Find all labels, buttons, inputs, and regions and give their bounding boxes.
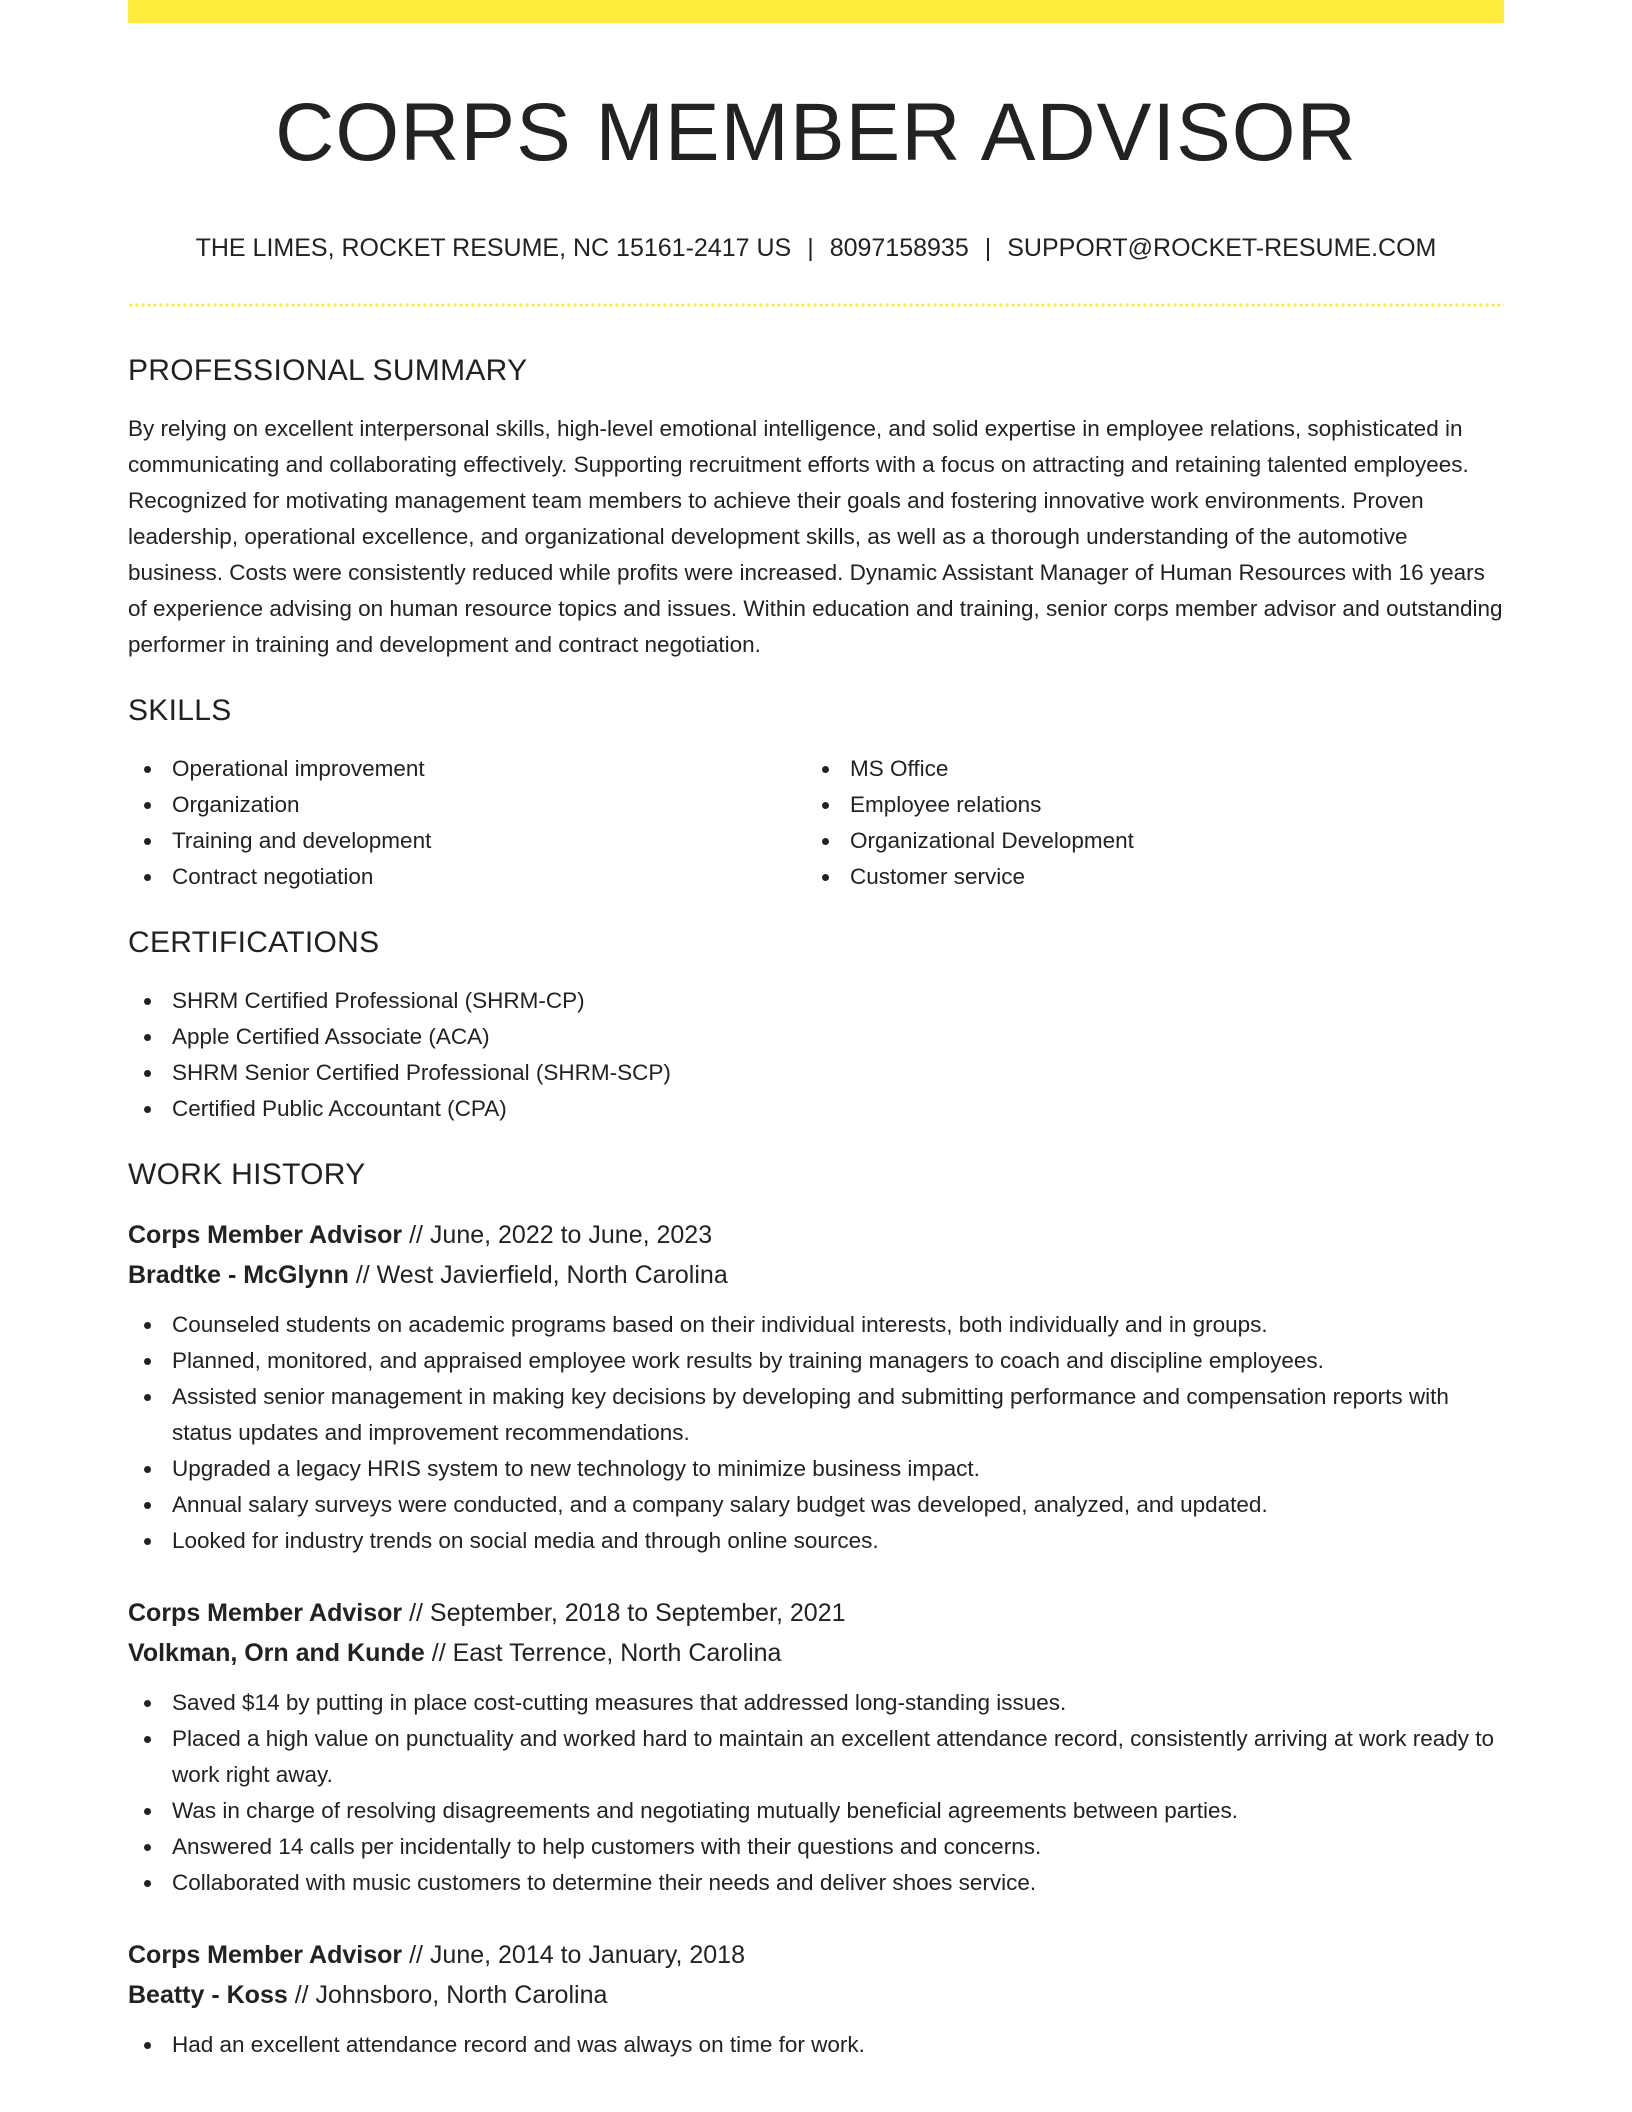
- summary-text: By relying on excellent interpersonal skills, high-level emotional intelligence, and solid expertise in employee relations, sophisticated in communicating and collaborating effectively. Supporting recruitment efforts with a focus on attracting and retaining talented employees. Recognized for motivating management team members to achieve their goals and fostering innovative work environments. Proven leadership, operational excellence, and organizational development skills, as well as a thorough understanding of the automotive business. Costs were consistently reduced while profits were increased. Dynamic Assistant Manager of Human Resources with 16 years of experience advising on human resource topics and issues. Within education and training, senior corps member advisor and outstanding performer in training and development and contract negotiation.: [128, 416, 1503, 657]
- dotted-divider: [128, 303, 1504, 307]
- job-role-line: [128, 1935, 1504, 1975]
- job-company: Beatty - Koss: [128, 1981, 288, 2009]
- job-bullet: Answered 14 calls per incidentally to help customers with their questions and concerns.: [128, 1829, 1504, 1865]
- job-entry: [128, 1215, 1504, 1559]
- certification-item: Certified Public Accountant (CPA): [128, 1091, 1504, 1127]
- job-bullet: Annual salary surveys were conducted, and a company salary budget was developed, analyzed, and updated.: [128, 1487, 1504, 1523]
- skill-item: Customer service: [806, 859, 1484, 895]
- skills-grid: [128, 751, 1504, 895]
- resume-page: [128, 0, 1504, 2063]
- skill-item: Training and development: [128, 823, 806, 859]
- job-role-line: [128, 1215, 1504, 1255]
- job-bullet: Had an excellent attendance record and was always on time for work.: [128, 2027, 1504, 2063]
- job-location: // East Terrence, North Carolina: [424, 1639, 782, 1667]
- job-dates: // June, 2022 to June, 2023: [402, 1221, 713, 1249]
- job-company-line: [128, 1975, 1504, 2015]
- job-location: // West Javierfield, North Carolina: [348, 1261, 728, 1289]
- job-entry: [128, 1935, 1504, 2063]
- job-role: Corps Member Advisor: [128, 1221, 403, 1249]
- certification-item: SHRM Senior Certified Professional (SHRM-SCP): [128, 1055, 1504, 1091]
- job-bullet: Placed a high value on punctuality and worked hard to maintain an excellent attendance record, consistently arriving at work ready to work right away.: [128, 1721, 1504, 1793]
- top-accent-bar: [128, 0, 1504, 23]
- certifications-list: [128, 983, 1504, 1127]
- job-bullet: Planned, monitored, and appraised employee work results by training managers to coach and discipline employees.: [128, 1343, 1504, 1379]
- job-bullet-list: [128, 2027, 1504, 2063]
- contact-line: [128, 233, 1504, 263]
- contact-separator: |: [984, 234, 992, 262]
- work-history-heading: WORK HISTORY: [128, 1158, 366, 1191]
- job-entry: [128, 1593, 1504, 1901]
- skill-item: MS Office: [806, 751, 1484, 787]
- job-bullet: Upgraded a legacy HRIS system to new technology to minimize business impact.: [128, 1451, 1504, 1487]
- contact-separator: |: [807, 234, 814, 262]
- job-dates: // June, 2014 to January, 2018: [402, 1941, 745, 1969]
- certifications-heading: CERTIFICATIONS: [128, 926, 380, 959]
- job-bullet-list: [128, 1307, 1504, 1559]
- skill-item: Contract negotiation: [128, 859, 806, 895]
- job-location: // Johnsboro, North Carolina: [287, 1981, 608, 2009]
- skills-heading: SKILLS: [128, 694, 232, 727]
- contact-address: THE LIMES, ROCKET RESUME, NC 15161-2417 US: [195, 234, 792, 262]
- job-role-line: [128, 1593, 1504, 1633]
- job-bullet: Looked for industry trends on social media and through online sources.: [128, 1523, 1504, 1559]
- job-bullet-list: [128, 1685, 1504, 1901]
- contact-email[interactable]: SUPPORT@ROCKET-RESUME.COM: [1007, 234, 1437, 262]
- skill-item: Employee relations: [806, 787, 1484, 823]
- skill-item: Organization: [128, 787, 806, 823]
- summary-heading: PROFESSIONAL SUMMARY: [128, 354, 528, 387]
- skills-right-list: [806, 751, 1484, 895]
- job-company-line: [128, 1255, 1504, 1295]
- job-bullet: Counseled students on academic programs based on their individual interests, both individually and in groups.: [128, 1307, 1504, 1343]
- job-bullet: Collaborated with music customers to determine their needs and deliver shoes service.: [128, 1865, 1504, 1901]
- job-bullet: Assisted senior management in making key decisions by developing and submitting performance and compensation reports with status updates and improvement recommendations.: [128, 1379, 1504, 1451]
- job-role: Corps Member Advisor: [128, 1941, 403, 1969]
- job-bullet: Saved $14 by putting in place cost-cutting measures that addressed long-standing issues.: [128, 1685, 1504, 1721]
- contact-phone[interactable]: 8097158935: [829, 234, 969, 262]
- skills-left-list: [128, 751, 806, 895]
- resume-name: CORPS MEMBER ADVISOR: [275, 87, 1357, 178]
- job-dates: // September, 2018 to September, 2021: [402, 1599, 846, 1627]
- job-company: Bradtke - McGlynn: [128, 1261, 349, 1289]
- skill-item: Operational improvement: [128, 751, 806, 787]
- job-bullet: Was in charge of resolving disagreements and negotiating mutually beneficial agreements between parties.: [128, 1793, 1504, 1829]
- skill-item: Organizational Development: [806, 823, 1484, 859]
- job-role: Corps Member Advisor: [128, 1599, 403, 1627]
- certification-item: Apple Certified Associate (ACA): [128, 1019, 1504, 1055]
- job-company: Volkman, Orn and Kunde: [128, 1639, 425, 1667]
- job-company-line: [128, 1633, 1504, 1673]
- certification-item: SHRM Certified Professional (SHRM-CP): [128, 983, 1504, 1019]
